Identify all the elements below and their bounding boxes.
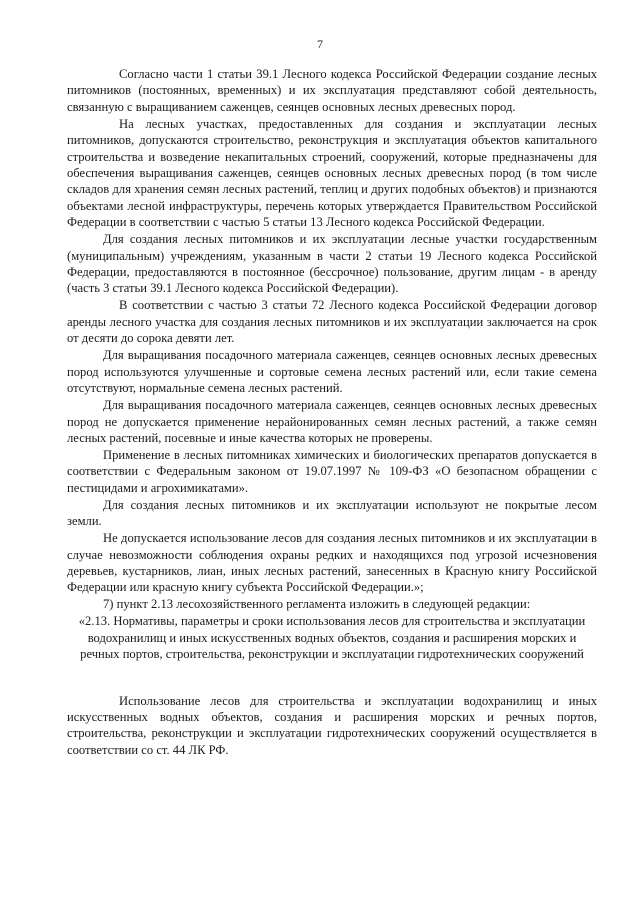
document-body [67,66,597,758]
paragraph-land-provision: Для создания лесных питомников и их эксплуатации лесные участки государственным (муниципальным) учреждениям, указанным в части 2 статьи 19 Лесного кодекса Российской Федерации, предоставляются в постоянное (бессрочное) пользование, другим лицам - в аренду (часть 3 статьи 39.1 Лесного кодекса Российской Федерации). [67,232,597,296]
paragraph-protection: Не допускается использование лесов для создания лесных питомников и их эксплуатации в случае невозможности соблюдения охраны редких и находящихся под угрозой исчезновения деревьев, кустарников, лиан, иных лесных растений, занесенных в Красную книгу Российской Федерации или красную книгу субъекта Российской Федерации.»; [67,531,597,595]
paragraph-reservoirs: Использование лесов для строительства и эксплуатации водохранилищ и иных искусственных водных объектов, создания и расширения морских и речных портов, строительства, реконструкции и эксплуатации гидротехнических сооружений осуществляется в соответствии со ст. 44 ЛК РФ. [67,693,597,757]
page-number: 7 [317,37,323,51]
paragraph-seed-quality: Для выращивания посадочного материала саженцев, сеянцев основных лесных древесных пород используются улучшенные и сортовые семена лесных растений или, если такие семена отсутствуют, нормальные семена лесных растений. [67,348,597,396]
paragraph-pesticides: Применение в лесных питомниках химических и биологических препаратов допускается в соответствии с Федеральным законом от 19.07.1997 № 109-ФЗ «О безопасном обращении с пестицидами и агрохимикатами». [67,447,597,495]
paragraph-land-type: Для создания лесных питомников и их эксплуатации используют не покрытые лесом земли. [67,497,597,529]
paragraph-nursery-definition: Согласно части 1 статьи 39.1 Лесного кодекса Российской Федерации создание лесных питомников (постоянных, временных) и их эксплуатация представляют собой деятельность, связанную с выращиванием саженцев, сеянцев основных лесных древесных пород. [67,67,597,114]
paragraph-nursery-construction: На лесных участках, предоставленных для создания и эксплуатации лесных питомников, допускаются строительство, реконструкция и эксплуатация объектов капитального строительства и возведение некапитальных строений, сооружений, которые предназначены для обеспечения выращивания саженцев, сеянцев основных лесных древесных пород (в том числе складов для хранения семян лесных растений, теплиц и других подобных объектов) и признаются объектами лесной инфраструктуры, перечень которых утверждается Правительством Российской Федерации в соответствии с частью 5 статьи 13 Лесного кодекса Российской Федерации. [67,116,597,230]
section-heading: «2.13. Нормативы, параметры и сроки использования лесов для строительства и эксплуатации водохранилищ и иных искусственных водных объектов, создания и расширения морских и речных портов, строительства, реконструкции и эксплуатации гидротехнических сооружений [78,614,586,662]
paragraph-lease-term: В соответствии с частью 3 статьи 72 Лесного кодекса Российской Федерации договор аренды лесного участка для создания лесных питомников и их эксплуатации заключается на срок от десяти до сорока девяти лет. [67,298,597,346]
paragraph-amendment-item: 7) пункт 2.13 лесохозяйственного регламента изложить в следующей редакции: [103,597,531,612]
paragraph-seed-restrictions: Для выращивания посадочного материала саженцев, сеянцев основных лесных древесных пород не допускается применение нерайонированных семян лесных растений, а также семян лесных растений, посевные и иные качества которых не проверены. [67,398,597,445]
